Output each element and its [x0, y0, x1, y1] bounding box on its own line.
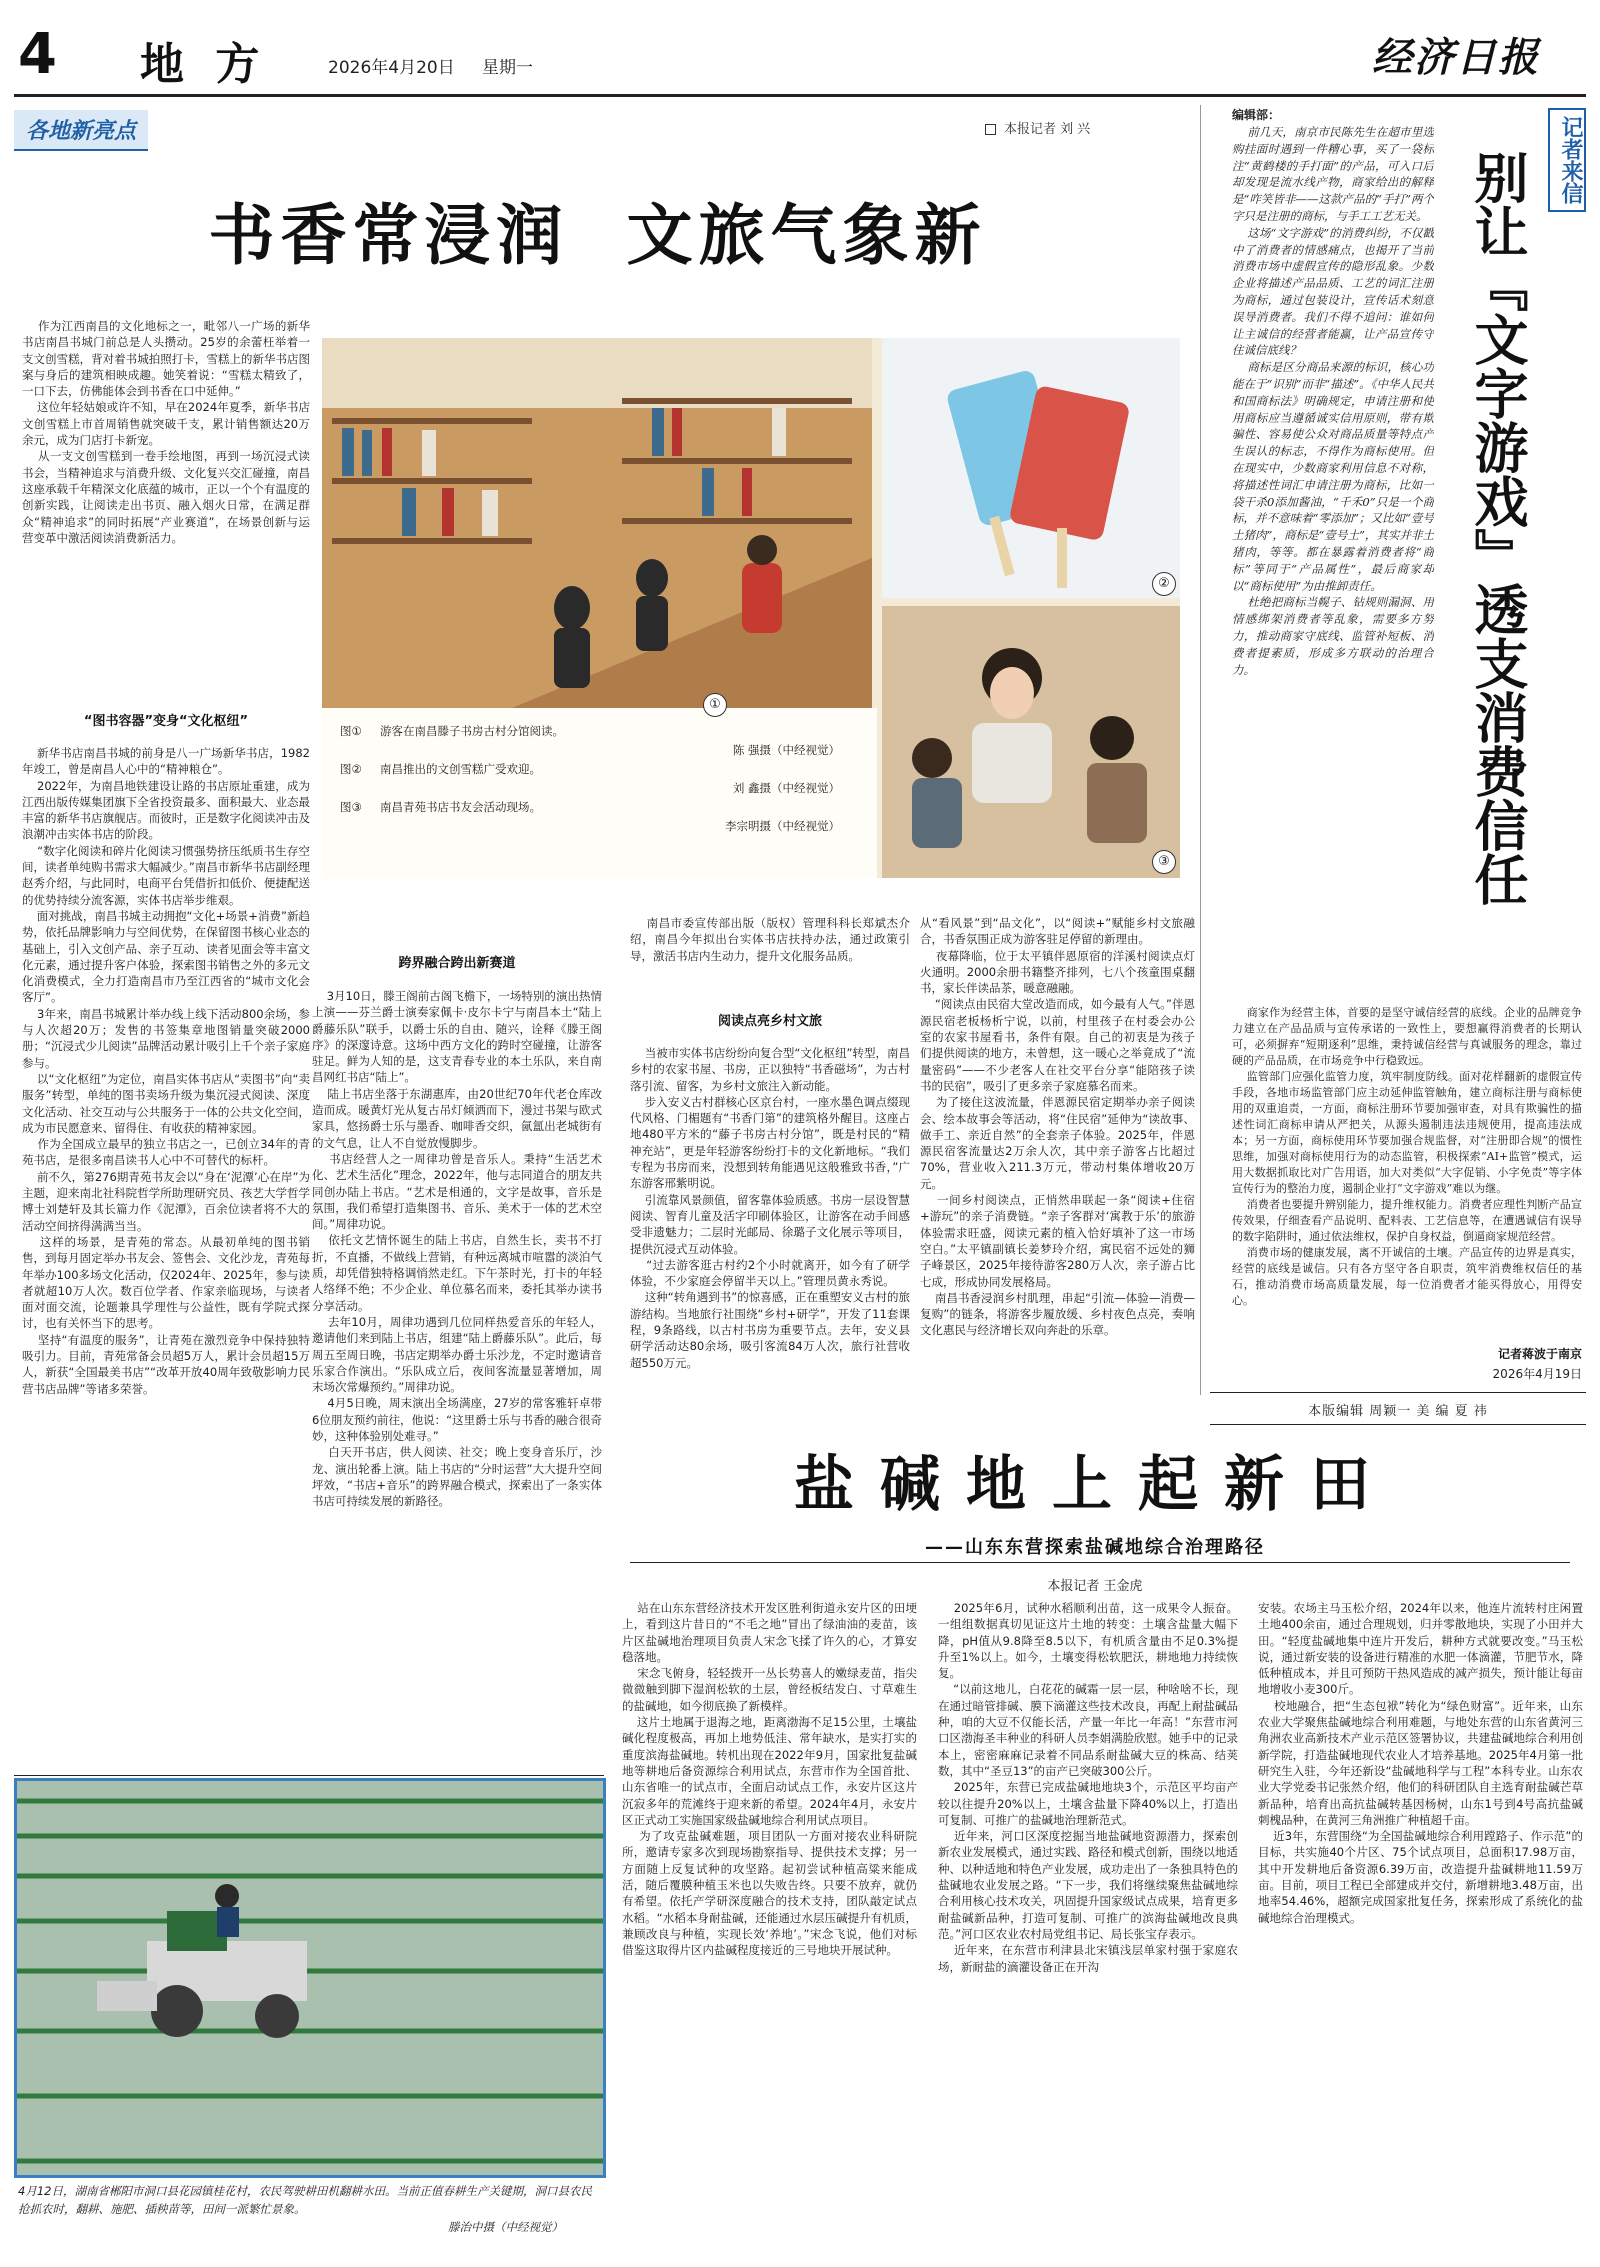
caption-2-text: 南昌推出的文创雪糕广受欢迎。 — [380, 762, 541, 776]
article1-subhead-2: 跨界融合跨出新赛道 — [398, 956, 516, 971]
article2-headline: 盐碱地上起新田 — [794, 1450, 1396, 1520]
article2-subhead: ——山东东营探索盐碱地综合治理路径 — [925, 1537, 1265, 1558]
page-number: 4 — [18, 22, 57, 87]
article1-col3b: 当被市实体书店纷纷向复合型“文化枢纽”转型，南昌乡村的农家书屋、书房，正以独特“书香磁场”，为古村落引流、留客，为乡村文旅注入新动能。 步入安义古村群核心区京台村，一座水墨色调点缀现代风格、门楣题有“书香门第”的建筑格外醒目。这座占地480平方米的“藤子书房古村分馆”，既是村民的“精神充站”，更是年轻游客纷纷打卡的文化新地标。“我们专程为书房而来，没想到转角能遇见这般雅致书香，”广东游客邢紫明说。 引流靠风景颜值，留客靠体验质感。书房一层设智慧阅读、智育儿童及活字印刷体验区，让游客在动手间感受非遗魅力；二层时光邮局、徐璐子文化展示等项目，提供沉浸式互动体验。 “过去游客逛古村约2个小时就离开，如今有了研学体验，不少家庭会停留半天以上。”管理员黄永秀说。 这种“转角遇到书”的惊喜感，正在重塑安义古村的旅游结构。当地旅行社围绕“乡村+研学”，开发了11套课程，9条路线，以古村书房为重要节点。去年，安义县研学活动达80余场，吸引客流84万人次，旅行社营收超550万元。 — [630, 1046, 910, 1370]
masthead — [0, 0, 1600, 95]
commentary-italic-text: 前几天，南京市民陈先生在超市里选购挂面时遇到一件糟心事，买了一袋标注“黄鹤楼的手打面”的产品，可入口后却发现是流水线产物，商家给出的解释是“咋笑皆非——这款产品的“手打”两个字只是注册的商标，与手工工艺无关。 这场“文字游戏”的消费纠纷，不仅戳中了消费者的情感痛点，也揭开了当前消费市场中虚假宣传的隐形乱象。少数企业将描述产品品质、工艺的词汇注册为商标，通过包装设计，宣传话术刻意误导消费者。我们不得不追问：谁如何让主诚信的经营者能赢，让产品宣传守住诚信底线？ 商标是区分商品来源的标识，核心功能在于“识别”而非“描述”。《中华人民共和国商标法》明确规定，申请注册和使用商标应当遵循诚实信用原则，带有欺骗性、容易使公众对商品质量等特点产生误认的标志，不得作为商标使用。但在现实中，少数商家利用信息不对称，将描述性词汇申请注册为商标，比如一袋干杀0添加酱油，“千禾0”只是一个商标，并不意味着“零添加”；又比如“壹号土猪肉”，商标是“壹号土”，其实并非土猪肉，等等。都在暴露着消费者将“商标”等同于“产品属性”，最后商家却以“商标使用”为由推卸责任。 杜绝把商标当幌子、钻规则漏洞、用情感绑架消费者等乱象，需要多方努力，推动商家守底线、监管补短板、消费者提素质，形成多方联动的治理合力。 — [1232, 125, 1434, 677]
caption-3-credit: 李宗明摄（中经视觉） — [725, 819, 840, 833]
article1-subhead-1: “图书容器”变身“文化枢纽” — [83, 714, 249, 729]
caption-1 — [340, 722, 860, 741]
caption-1-label: 图① — [340, 724, 362, 738]
article1-subhead-3: 阅读点亮乡村文旅 — [717, 1014, 822, 1029]
commentary-bottom-rule — [1210, 1392, 1586, 1393]
commentary-headline: 别让『文字游戏』透支消费信任 — [1466, 150, 1530, 906]
photo-badge-1: ① — [703, 693, 727, 717]
caption-3 — [340, 798, 860, 817]
article2-subhead-rule — [630, 1562, 1570, 1563]
caption-2-label: 图② — [340, 762, 362, 776]
commentary-editor-label: 编辑部： — [1232, 108, 1281, 122]
caption-3-label: 图③ — [340, 800, 362, 814]
issue-date: 2026年4月20日 — [328, 58, 455, 78]
photo-caption — [18, 2182, 603, 2236]
photo-bookstore-interior — [322, 338, 872, 708]
article1-col4: 从“看风景”到“品文化”，以“阅读+”赋能乡村文旅融合，书香氛围正成为游客驻足停留的新理由。 夜幕降临，位于太平镇伴恩原宿的洋溪村阅读点灯火通明。2000余册书籍整齐排列，七八个孩童围桌翻书，家长伴读品茶，暖意融融。 “阅读点由民宿大堂改造而成，如今最有人气。”伴恩源民宿老板杨析宁说，以前，村里孩子在村委会办公室的农家书屋看书，条件有限。自己的初衷是为孩子们提供阅读的地方，未曾想，这一暖心之举竟成了“流量密码”——不少老客人在社交平台分享“能陪孩子读书的民宿”，吸引了更多亲子家庭慕名而来。 为了接住这波流量，伴恩源民宿定期举办亲子阅读会、绘本故事会等活动，将“住民宿”延伸为“读故事、做手工、亲近自然”的全套亲子体验。2025年，伴恩源民宿客流量达2万余人次，其中亲子游客占比超过70%，营业收入211.3万元，带动村集体增收20万元。 一间乡村阅读点，正悄然串联起一条“阅读+住宿+游玩”的亲子消费链。“亲子客群对‘寓教于乐’的旅游体验需求旺盛，阅读元素的植入恰好填补了这一市场空白。”太平镇副镇长姜梦玲介绍，寓民宿不远处的狮子峰景区，2025年接待游客280万人次，亲子游占比七成，形成协同发展格局。 南昌书香浸润乡村肌理，串起“引流—体验—消费—复购”的链条，将游客步履放缓、乡村夜色点亮，奏响文化惠民与经济增长双向奔赴的乐章。 — [920, 916, 1195, 1338]
photo-badge-3: ③ — [1152, 850, 1176, 874]
article1-headline: 书香常浸润 文旅气象新 — [208, 196, 987, 274]
column-tag: 各地新亮点 — [14, 110, 148, 151]
article2-byline: 本报记者 王金虎 — [1047, 1579, 1143, 1594]
photo-captions — [340, 722, 860, 836]
photo-top-rule — [14, 1775, 604, 1776]
caption-2-credit: 刘 鑫摄（中经视觉） — [732, 781, 840, 795]
rice-field-photo — [14, 1778, 606, 2178]
article1-col1b: 新华书店南昌书城的前身是八一广场新华书店，1982年竣工，曾是南昌人心中的“精神粮仓”。 2022年，为南昌地铁建设让路的书店原址重建，成为江西出版传媒集团旗下全省投资最多、面积最大、业态最丰富的新华书店旗舰店。而彼时，正是数字化阅读冲击及浪潮冲击实体书店的阶段。 “数字化阅读和碎片化阅读习惯强势挤压纸质书生存空间，读者单纯购书需求大幅减少。”南昌市新华书店副经理赵秀介绍，与此同时，电商平台凭借折扣低价、便捷配送的优势持续分流客源，实体书店举步维艰。 面对挑战，南昌书城主动拥抱“文化+场景+消费”新趋势，依托品牌影响力与空间优势，在保留图书核心业态的基础上，引入文创产品、亲子互动、读者见面会等丰富文化元素，通过提升客户体验，探索图书销售之外的多元文化消费模式，全力打造南昌市乃至江西省的“城市文化会客厅”。 3年来，南昌书城累计举办线上线下活动800余场，参与人次超20万；发售的书签集章地图销量突破2000册；“沉浸式少儿阅读”品牌活动累计吸引上千个亲子家庭参与。 以“文化枢纽”为定位，南昌实体书店从“卖图书”向“卖服务”转型，单纯的图书卖场升级为集沉浸式阅读、深度文化活动、社交互动与公共服务于一体的公共文化空间，成为市民愿意来、留得住、有收获的精神家园。 作为全国成立最早的独立书店之一，已创立34年的青苑书店，是很多南昌读书人心中不可替代的标杆。 前不久，第276期青苑书友会以“身在‘泥潭’心在岸”为主题，迎来南北社科院哲学所助理研究员、孩艺大学哲学博士刘楚轩及其长篇力作《泥潭》，百余位读者将不大的活动空间挤得满满当当。 这样的场景，是青苑的常态。从最初单纯的图书销售，到每月固定举办书友会、签售会、文化沙龙，青苑每年举办100多场文化活动，仅2024年、2025年，参与读者就超10万人次。数百位学者、作家亲临现场，与读者面对面交流，论题兼具学理性与公益性，既有学院式探讨，也有关怀当下的思考。 坚持“有温度的服务”，让青苑在激烈竞争中保持独特吸引力。目前，青苑常备会员超5万人，累计会员超15万人，新获“全国最美书店”“改革开放40周年致敬影响力民营书店品牌”等诸多荣誉。 — [22, 746, 310, 1396]
article2-col1: 站在山东东营经济技术开发区胜利街道永安片区的田埂上，看到这片昔日的“不毛之地”冒出了绿油油的麦苗，该片区盐碱地治理项目负责人宋念飞揉了许久的心，才算安稳落地。 宋念飞俯身，轻轻拨开一丛长势喜人的嫩绿麦苗，指尖微微触到脚下湿润松软的土层，曾经板结发白、寸草难生的盐碱地，如今彻底换了新模样。 这片土地属于退海之地，距离渤海不足15公里，土壤盐碱化程度极高，再加上地势低洼、常年缺水，是实打实的重度滨海盐碱地。转机出现在2022年9月，国家批复盐碱地等耕地后备资源综合利用试点，东营市作为全国首批、山东省唯一的试点市，全面启动试点工作，永安片区这片沉寂多年的荒滩终于迎来新的希望。2024年4月，永安片区正式动工实施国家级盐碱地综合利用试点项目。 为了攻克盐碱难题，项目团队一方面对接农业科研院所，邀请专家多次到现场勘察指导、提供技术支撑；另一方面随上反复试种的攻坚路。起初尝试种植高粱来能成活，随后覆膜种植玉米也以失败告终。只要不放弃，就仍有希望。依托产学研深度融合的技术支持，团队敲定试点水稻。“水稻本身耐盐碱，还能通过水层压碱提升有机质，兼顾改良与种植，实现长效‘养地’。”宋念飞说，他们对标借鉴这取得片区内盐碱程度接近的三号地块开展试种。 — [622, 1601, 917, 1958]
article1-col1: 作为江西南昌的文化地标之一，毗邻八一广场的新华书店南昌书城门前总是人头攒动。25岁的余蕾枉举着一支文创雪糕，背对着书城拍照打卡，雪糕上的新华书店图案与身后的建筑相映成趣。她笑着说：“雪糕太精致了，一口下去，仿佛能体会到书香在口中延伸。” 这位年轻姑娘或许不知，早在2024年夏季，新华书店文创雪糕上市首周销售就突破千支，累计销售额达20万余元，成为门店打卡新宠。 从一支文创雪糕到一卷手绘地图，再到一场沉浸式读书会，当精神追求与消费升级、文化复兴交汇碰撞，南昌这座承载千年精深文化底蕴的城市，正以一个个有温度的创新实践，让阅读走出书页、融入烟火日常，在满足群众“精神追求”的同时拓展“产业赛道”，在场景创新与运营变革中激活阅读消费新活力。 — [22, 319, 310, 545]
commentary-signature: 记者蒋波于南京 — [1497, 1347, 1582, 1361]
commentary-tag: 记者来信 — [1548, 108, 1586, 212]
article1-col3: 南昌市委宣传部出版（版权）管理科科长郑斌杰介绍，南昌今年拟出台实体书店扶持办法，通过政策引导，激活书店内生动力，提升文化服务品质。 — [630, 916, 910, 963]
commentary-plain-text: 商家作为经营主体，首要的是坚守诚信经营的底线。企业的品牌竞争力建立在产品品质与宣传承诺的一致性上，要想赢得消费者的长期认可，必须摒弃“短期逐利”思维，秉持诚信经营与真诚服务的理念，靠过硬的产品品质，在市场竞争中行稳致远。 监管部门应强化监管力度，筑牢制度防线。面对花样翻新的虚假宣传手段，各地市场监管部门应主动延伸监管触角，建立商标注册与商标使用的双重追责，一方面，商标注册环节要加强审查，对具有欺骗性的描述性词汇商标申请从严把关，从源头遏制违法违规使用，提高违法成本；另一方面，商标使用环节要加强合规监督，对“注册即合规”的惯性思维，加强对商标使用行为的动态监管，积极探索“AI+监管”模式，运用大数据抓取比对广告用语，加大对类似“大字促销、小字免责”等字体宣传行为的整治力度，遏制企业打“文字游戏”难以为继。 消费者也要提升辨别能力，提升维权能力。消费者应理性判断产品宣传效果，仔细查看产品说明、配料表、工艺信息等，在遭遇诚信有误导的数字陷阱时，通过依法维权，保护自身权益，倒逼商家规范经营。 消费市场的健康发展，离不开诚信的土壤。产品宣传的边界是真实，经营的底线是诚信。只有各方坚守各自职责，筑牢消费维权信任的基石，推动消费市场高质量发展，每一位消费者才能买得放心，用得安心。 — [1232, 1006, 1582, 1307]
commentary-divider — [1200, 105, 1201, 1395]
article2-col2: 2025年6月，试种水稻顺利出苗，这一成果令人振奋。一组组数据真切见证这片土地的转变：土壤含盐量大幅下降，pH值从9.8降至8.5以下，有机质含量由不足0.3%提升至1%以上。如今，土壤变得松软肥沃，耕地地力持续恢复。 “以前这地儿，白花花的碱霜一层一层，种啥啥不长，现在通过暗管排碱、膜下滴灌这些技术改良，再配上耐盐碱品种，咱的大豆不仅能长活，产量一年比一年高！”东营市河口区渤海圣丰种业的科研人员李娟满脸欣慰。她手中的记录本上，密密麻麻记录着不同品系耐盐碱大豆的株高、结荚数，其中“圣豆13”的亩产已突破300公斤。 2025年，东营已完成盐碱地地块3个，示范区平均亩产较以往提升20%以上，土壤含盐量下降40%以上，打造出可复制、可推广的盐碱地治理新范式。 近年来，河口区深度挖掘当地盐碱地资源潜力，探索创新农业发展模式，通过实践、路径和模式创新，围绕以地适种、以种适地和特色产业发展，成功走出了一条独具特色的盐碱地农业发展之路。“下一步，我们将继续聚焦盐碱地综合利用核心技术攻关，巩固提升国家级试点成果，培育更多耐盐碱新品种，打造可复制、可推广的滨海盐碱地改良典范。”河口区农业农村局党组书记、局长张宝存表示。 近年来，在东营市利津县北宋镇浅层单家村强于家庭农场，新耐盐的滴灌设备正在开沟 — [938, 1601, 1238, 1974]
commentary-date: 2026年4月19日 — [1492, 1367, 1582, 1381]
article1-col2: 3月10日，滕王阁前古阁飞檐下，一场特别的演出热情上演——芬兰爵士演奏家佩卡·皮尔卡宁与南昌本土“陆上爵藤乐队”联手，以爵士乐的自由、随兴，诠释《滕王阁序》的深邃诗意。这场中西方文化的跨时空碰撞，让游客驻足。鲜为人知的是，这支青春专业的本土乐队，来自南昌网红书店“陆上”。 陆上书店坐落于东湖惠库，由20世纪70年代老仓库改造而成。暖黄灯光从复古吊灯倾洒而下，漫过书架与欧式家具，悠扬爵士乐与墨香、咖啡香交织，氤氲出老城街有的文气息，让人不自觉放慢脚步。 书店经营人之一周律功曾是音乐人。秉持“生活艺术化、艺术生活化”理念，2022年，他与志同道合的朋友共同创办陆上书店。“艺术是相通的，文字是故事，音乐是氛围，我们希望打造集图书、音乐、美术于一体的艺术空间。”周律功说。 依托文艺情怀诞生的陆上书店，自然生长，卖书不打折，不直播，不做线上营销，有种远离城市喧嚣的淡泊气质，却凭借独特格调悄然走红。下午茶时光，打卡的年轻人络绎不绝；不少企业、单位慕名而来，委托其举办读书分享活动。 去年10月，周律功遇到几位同样热爱音乐的年轻人，邀请他们来到陆上书店，组建“陆上爵藤乐队”。此后，每周五至周日晚，书店定期举办爵士乐沙龙，不定时邀请音乐家合作演出。“乐队成立后，夜间客流量显著增加，周末场次常爆预约。”周律功说。 4月5日晚，周末演出全场满座，27岁的常客雅轩卓带6位朋友预约前往，他说：“这里爵士乐与书香的融合很奇妙，这种体验别处难寻。” 白天开书店，供人阅读、社交；晚上变身音乐厅，沙龙、演出轮番上演。陆上书店的“分时运营”大大提升空间坪效，“书店+音乐”的跨界融合模式，探索出了一条实体书店可持续发展的新路径。 — [312, 989, 602, 1509]
open-book-square-icon — [985, 124, 996, 135]
weekday: 星期一 — [482, 58, 533, 78]
photo-caption-text: 4月12日，湖南省郴阳市洞口县花园镇桂花村，农民驾驶耕田机翻耕水田。当前正值春耕生产关键期，洞口县农民抢抓农时，翻耕、施肥、插秧苗等，田间一派繁忙景象。 — [18, 2184, 592, 2216]
editor-credit-rule — [1210, 1424, 1586, 1425]
photo-caption-credit: 滕治中摄（中经视觉） — [448, 2220, 563, 2234]
editor-credit: 本版编辑 周颖一 美 编 夏 祎 — [1308, 1404, 1488, 1419]
section-title: 地 方 — [140, 39, 268, 90]
photo-badge-2: ② — [1152, 572, 1176, 596]
paper-name: 经济日报 — [1372, 34, 1540, 81]
caption-3-text: 南昌青苑书店书友会活动现场。 — [380, 800, 541, 814]
photo-creative-ice-cream — [882, 338, 1180, 598]
caption-1-text: 游客在南昌滕子书房古村分馆阅读。 — [380, 724, 564, 738]
byline-box — [985, 118, 1090, 137]
photo-book-club — [882, 606, 1180, 878]
masthead-rule — [14, 94, 1586, 97]
article1-byline: 本报记者 刘 兴 — [1004, 122, 1091, 137]
caption-1-credit: 陈 强摄（中经视觉） — [732, 743, 840, 757]
caption-2 — [340, 760, 860, 779]
article2-col3: 安装。农场主马玉松介绍，2024年以来，他连片流转村庄闲置土地400余亩，通过合理规划，归并零散地块，实现了小田并大田。“轻度盐碱地集中连片开发后，耕种方式就要改变。”马玉松说，通过新安装的设备进行精准的水肥一体滴灌，节肥节水，降低种植成本，并且可预防干热风造成的减产损失，预计能让每亩地增收小麦300斤。 校地融合，把“生态包袱”转化为“绿色财富”。近年来，山东农业大学聚焦盐碱地综合利用难题，与地处东营的山东省黄河三角洲农业高新技术产业示范区签署协议，共建盐碱地综合利用创新学院，打造盐碱地现代农业人才培养基地。2025年4月第一批研究生入驻，今年还新设“盐碱地科学与工程”本科专业。山东农业大学党委书记张然介绍，他们的科研团队自主选育耐盐碱芒草新品种，培育出高抗盐碱转基因杨树，山东1号到4号高抗盐碱刺槐品种，在黄河三角洲推广种植超千亩。 近3年，东营围绕“为全国盐碱地综合利用蹚路子、作示范”的目标，共实施40个片区、75个试点项目，总面积17.98万亩，其中开发耕地后备资源6.39万亩，改造提升盐碱耕地11.59万亩。目前，项目工程已全部建成并交付，新增耕地3.48万亩，出地率54.46%，超额完成国家批复任务，探索形成了系统化的盐碱地综合治理模式。 — [1258, 1601, 1583, 1925]
